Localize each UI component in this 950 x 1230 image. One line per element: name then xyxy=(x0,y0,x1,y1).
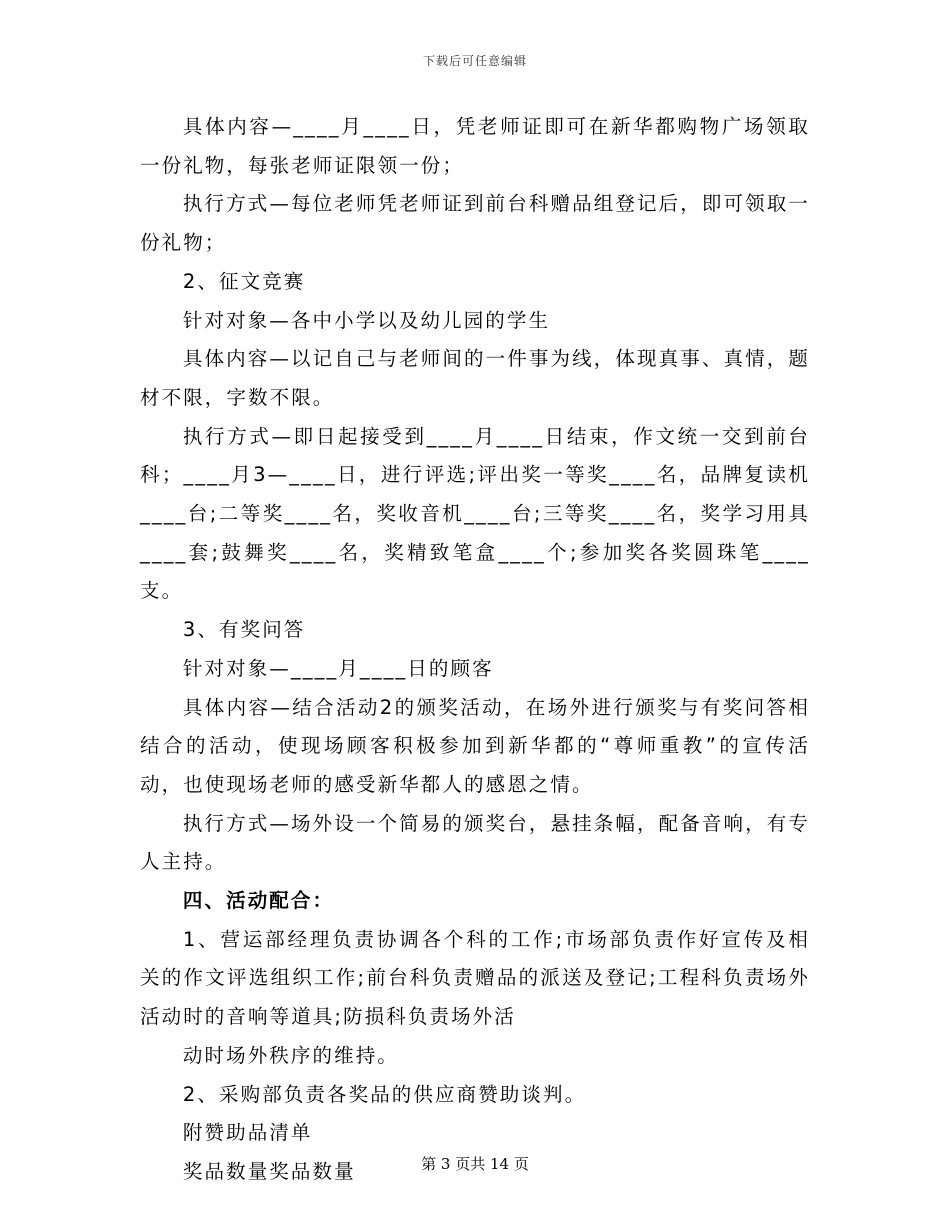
heading-quiz: 3、有奖问答 xyxy=(182,618,306,642)
paragraph-gift-method: 执行方式—每位老师凭老师证到前台科赠品组登记后，即可领取一份礼物； xyxy=(140,192,810,255)
paragraph-quiz-method: 执行方式—场外设一个简易的颁奖台，悬挂条幅，配备音响，有专人主持。 xyxy=(140,811,810,874)
document-body xyxy=(140,108,810,1192)
paragraph-gift-content: 具体内容—____月____日，凭老师证即可在新华都购物广场领取一份礼物，每张老师证限领一份； xyxy=(140,115,810,177)
paragraph-essay-method: 执行方式—即日起接受到____月____日结束，作文统一交到前台科；____月3—____日，进行评选;评出奖一等奖____名，品牌复读机____台;二等奖____名，奖收音机____台;三等奖____名，奖学习用具____套;鼓舞奖____名，奖精致笔盒____个;参加奖各奖圆珠笔____支。 xyxy=(140,424,810,603)
paragraph-quiz-content: 具体内容—结合活动2的颁奖活动，在场外进行颁奖与有奖问答相结合的活动，使现场顾客积极参加到新华都的“尊师重教”的宣传活动，也使现场老师的感受新华都人的感恩之情。 xyxy=(140,695,810,796)
page-footer: 第 3 页共 14 页 xyxy=(421,1155,529,1173)
page-header: 下载后可任意编辑 xyxy=(422,54,527,68)
paragraph-coordination-2: 2、采购部负责各奖品的供应商赞助谈判。 xyxy=(182,1082,587,1106)
paragraph-prize-quantity: 奖品数量奖品数量 xyxy=(182,1159,356,1183)
paragraph-essay-content: 具体内容—以记自己与老师间的一件事为线，体现真事、真情，题材不限，字数不限。 xyxy=(140,347,810,409)
paragraph-coordination-1: 1、营运部经理负责协调各个科的工作;市场部负责作好宣传及相关的作文评选组织工作;前台科负责赠品的派送及登记;工程科负责场外活动时的音响等道具;防损科负责场外活 xyxy=(140,927,810,1029)
heading-essay-contest: 2、征文竞赛 xyxy=(182,269,306,293)
paragraph-quiz-target: 针对对象—____月____日的顾客 xyxy=(182,656,494,680)
heading-activity-coordination: 四、活动配合： xyxy=(182,889,335,913)
paragraph-essay-target: 针对对象—各中小学以及幼儿园的学生 xyxy=(182,308,551,332)
paragraph-sponsor-list: 附赞助品清单 xyxy=(182,1121,313,1145)
paragraph-coordination-1-cont: 动时场外秩序的维持。 xyxy=(182,1043,399,1067)
